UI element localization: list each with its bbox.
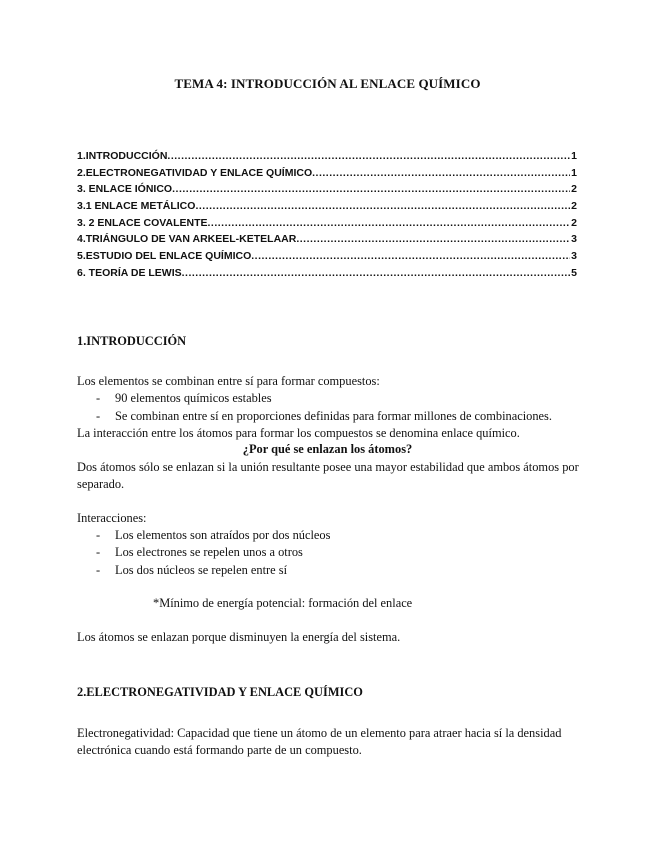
bullet-marker: -	[96, 391, 101, 405]
interactions-label: Interacciones:	[77, 511, 147, 525]
list-item	[96, 527, 330, 544]
section-heading-electronegatividad: 2.ELECTRONEGATIVIDAD Y ENLACE QUÍMICO	[77, 685, 363, 699]
paragraph-definition: Electronegatividad: Capacidad que tiene un átomo de un elemento para atraer hacia sí la densidad electrónica cuando está formando parte de un compuesto.	[77, 726, 562, 757]
table-of-contents	[77, 148, 577, 282]
section-heading-introduccion: 1.INTRODUCCIÓN	[77, 334, 187, 348]
toc-entry-page: 1	[571, 150, 577, 162]
toc-entry[interactable]	[77, 248, 577, 265]
toc-leader-dots	[172, 181, 570, 198]
list-item	[96, 544, 303, 561]
toc-leader-dots	[208, 215, 571, 232]
toc-leader-dots	[195, 198, 570, 215]
list-item-text: Se combinan entre sí en proporciones definidas para formar millones de combinaciones.	[115, 409, 552, 423]
toc-leader-dots	[251, 248, 570, 265]
toc-entry-page: 3	[571, 250, 577, 263]
toc-leader-dots	[312, 165, 570, 182]
toc-leader-dots	[296, 231, 570, 248]
toc-entry-label: 6. TEORÍA DE LEWIS	[77, 266, 182, 279]
toc-entry-label: 3. 2 ENLACE COVALENTE	[77, 216, 208, 229]
toc-entry-label: 1.INTRODUCCIÓN	[77, 150, 168, 162]
bullet-marker: -	[96, 528, 101, 542]
toc-entry-label: 5.ESTUDIO DEL ENLACE QUÍMICO	[77, 250, 252, 263]
paragraph-interaction: La interacción entre los átomos para formar los compuestos se denomina enlace químico.	[77, 426, 520, 440]
toc-leader-dots	[167, 148, 570, 165]
toc-entry[interactable]	[77, 231, 577, 248]
list-item-text: Los electrones se repelen unos a otros	[115, 545, 303, 559]
paragraph-answer: Dos átomos sólo se enlazan si la unión resultante posee una mayor estabilidad que ambos átomos por separado.	[77, 460, 579, 491]
document-title: TEMA 4: INTRODUCCIÓN AL ENLACE QUÍMICO	[174, 76, 481, 91]
list-item-text: Los elementos son atraídos por dos núcleos	[115, 528, 331, 542]
list-item-text: Los dos núcleos se repelen entre sí	[115, 563, 288, 577]
toc-entry-page: 5	[571, 266, 577, 279]
toc-entry[interactable]	[77, 148, 577, 165]
bullet-marker: -	[96, 545, 101, 559]
toc-entry-page: 2	[571, 200, 577, 213]
toc-entry[interactable]	[77, 215, 577, 232]
list-item	[96, 390, 272, 407]
list-item	[96, 408, 552, 425]
toc-leader-dots	[182, 265, 571, 282]
toc-entry[interactable]	[77, 198, 577, 215]
list-item-text: 90 elementos químicos estables	[115, 391, 272, 405]
paragraph-conclusion: Los átomos se enlazan porque disminuyen la energía del sistema.	[77, 630, 401, 644]
toc-entry-label: 4.TRIÁNGULO DE VAN ARKEEL-KETELAAR	[77, 233, 297, 246]
toc-entry-page: 2	[571, 183, 577, 196]
toc-entry-label: 3.1 ENLACE METÁLICO	[77, 200, 196, 213]
toc-entry[interactable]	[77, 181, 577, 198]
toc-entry-page: 1	[571, 166, 577, 179]
paragraph-intro: Los elementos se combinan entre sí para formar compuestos:	[77, 374, 380, 388]
toc-entry-page: 2	[571, 216, 577, 229]
toc-entry-label: 3. ENLACE IÓNICO	[77, 183, 173, 196]
bullet-marker: -	[96, 563, 101, 577]
toc-entry-label: 2.ELECTRONEGATIVIDAD Y ENLACE QUÍMICO	[77, 166, 313, 179]
list-item	[96, 562, 287, 579]
toc-entry[interactable]	[77, 165, 577, 182]
toc-entry-page: 3	[571, 233, 577, 246]
toc-entry[interactable]	[77, 265, 577, 282]
energy-note: *Mínimo de energía potencial: formación del enlace	[153, 596, 413, 610]
question-heading: ¿Por qué se enlazan los átomos?	[242, 442, 413, 456]
bullet-marker: -	[96, 409, 101, 423]
